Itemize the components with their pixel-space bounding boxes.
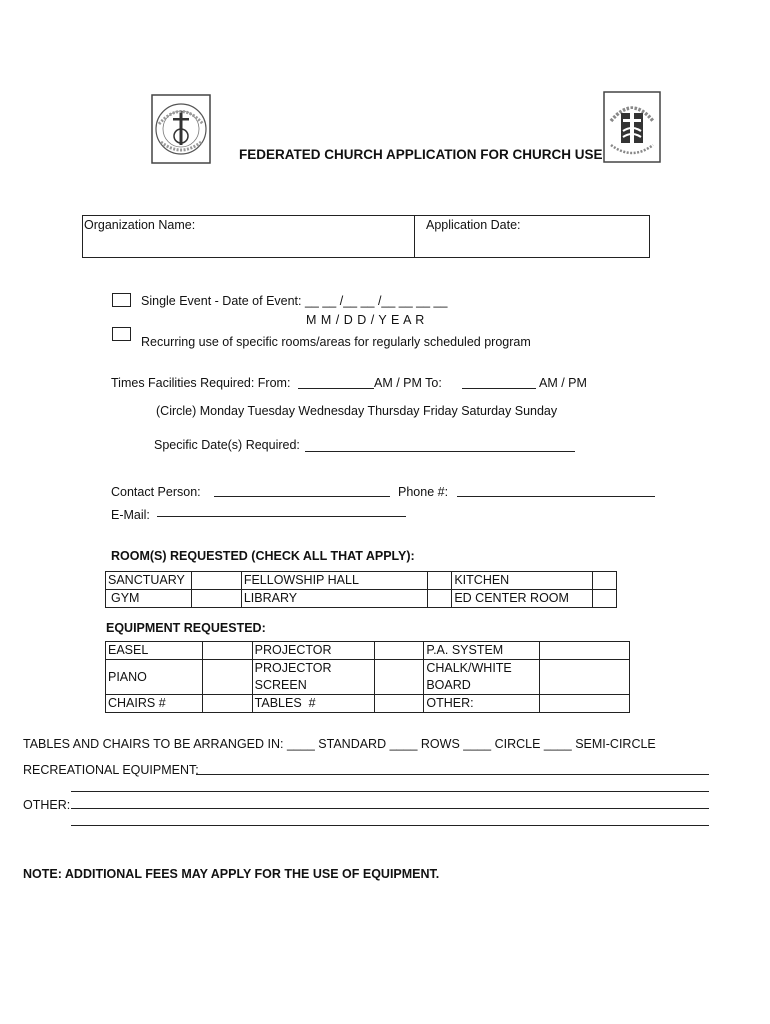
organization-name-field[interactable] (84, 233, 410, 253)
room-ed-center-check[interactable] (593, 590, 617, 608)
recurring-checkbox[interactable] (112, 327, 131, 341)
ampm-end-label: AM / PM (539, 376, 587, 390)
circle-blank[interactable]: ____ (463, 737, 492, 751)
equipment-heading: EQUIPMENT REQUESTED: (106, 621, 266, 635)
equip-easel: EASEL (106, 642, 203, 660)
organization-label: Organization Name: (84, 218, 196, 232)
equip-chairs-count[interactable] (202, 695, 252, 713)
contact-person-field[interactable] (214, 496, 390, 497)
other-field-2[interactable] (71, 825, 709, 826)
equip-other: OTHER: (424, 695, 540, 713)
arrangement-line (23, 737, 656, 751)
arrangement-label: TABLES AND CHAIRS TO BE ARRANGED IN: (23, 737, 284, 751)
standard-blank[interactable]: ____ (286, 737, 315, 751)
equip-piano-check[interactable] (202, 660, 252, 695)
room-library-check[interactable] (428, 590, 452, 608)
equip-easel-check[interactable] (202, 642, 252, 660)
specific-dates-label: Specific Date(s) Required: (154, 438, 300, 452)
room-library: LIBRARY (241, 590, 428, 608)
room-kitchen: KITCHEN (452, 572, 593, 590)
ampm-to-label: AM / PM To: (374, 376, 442, 390)
equip-projector-screen: PROJECTOR SCREEN (252, 660, 374, 695)
recreational-label: RECREATIONAL EQUIPMENT: (23, 763, 199, 777)
room-sanctuary: SANCTUARY (106, 572, 192, 590)
application-date-label: Application Date: (426, 218, 521, 232)
date-format-hint: M M / D D / Y E A R (306, 313, 425, 327)
table-row (106, 590, 617, 608)
other-label: OTHER: (23, 798, 71, 812)
equip-pa-system: P.A. SYSTEM (424, 642, 540, 660)
option-semicircle: SEMI-CIRCLE (575, 737, 656, 751)
equip-other-field[interactable] (540, 695, 630, 713)
recreational-field-1[interactable] (196, 774, 709, 775)
time-from-field[interactable] (298, 388, 374, 389)
room-gym: GYM (106, 590, 192, 608)
equip-projector: PROJECTOR (252, 642, 374, 660)
option-standard: STANDARD (318, 737, 387, 751)
table-row (106, 642, 630, 660)
other-field-1[interactable] (71, 808, 709, 809)
table-row (106, 660, 630, 695)
equip-projector-screen-check[interactable] (374, 660, 424, 695)
room-ed-center: ED CENTER ROOM (452, 590, 593, 608)
option-circle: CIRCLE (494, 737, 541, 751)
equipment-table (105, 641, 630, 713)
room-fellowship-hall: FELLOWSHIP HALL (241, 572, 428, 590)
equip-pa-system-check[interactable] (540, 642, 630, 660)
phone-field[interactable] (457, 496, 655, 497)
days-circle-label: (Circle) Monday Tuesday Wednesday Thursday Friday Saturday Sunday (156, 404, 558, 418)
fees-note: NOTE: ADDITIONAL FEES MAY APPLY FOR THE USE OF EQUIPMENT. (23, 867, 440, 881)
equip-chairs: CHAIRS # (106, 695, 203, 713)
equip-projector-check[interactable] (374, 642, 424, 660)
equip-tables: TABLES # (252, 695, 374, 713)
single-event-checkbox[interactable] (112, 293, 131, 307)
room-fellowship-hall-check[interactable] (428, 572, 452, 590)
equip-tables-count[interactable] (374, 695, 424, 713)
rooms-table (105, 571, 617, 608)
room-sanctuary-check[interactable] (191, 572, 241, 590)
specific-dates-field[interactable] (305, 451, 575, 452)
room-kitchen-check[interactable] (593, 572, 617, 590)
rooms-heading: ROOM(S) REQUESTED (CHECK ALL THAT APPLY): (111, 549, 415, 563)
ucc-logo (151, 94, 211, 164)
semicircle-blank[interactable]: ____ (543, 737, 572, 751)
recreational-field-2[interactable] (71, 791, 709, 792)
email-field[interactable] (157, 516, 406, 517)
page-title: FEDERATED CHURCH APPLICATION FOR CHURCH USE (239, 147, 603, 162)
times-from-label: Times Facilities Required: From: (111, 376, 291, 390)
equip-piano: PIANO (106, 660, 203, 695)
time-to-field[interactable] (462, 388, 536, 389)
recurring-label: Recurring use of specific rooms/areas for regularly scheduled program (141, 335, 531, 349)
single-event-label: Single Event - Date of Event: __ __ /__ __ /__ __ __ __ (141, 294, 448, 308)
room-gym-check[interactable] (191, 590, 241, 608)
equip-chalk-board-check[interactable] (540, 660, 630, 695)
org-box-divider (414, 215, 415, 257)
option-rows: ROWS (420, 737, 460, 751)
equip-chalk-board: CHALK/WHITE BOARD (424, 660, 540, 695)
email-label: E-Mail: (111, 508, 150, 522)
pcusa-logo (603, 91, 661, 163)
contact-person-label: Contact Person: (111, 485, 201, 499)
application-date-field[interactable] (418, 233, 644, 253)
table-row (106, 695, 630, 713)
table-row (106, 572, 617, 590)
rows-blank[interactable]: ____ (389, 737, 418, 751)
phone-label: Phone #: (398, 485, 449, 499)
